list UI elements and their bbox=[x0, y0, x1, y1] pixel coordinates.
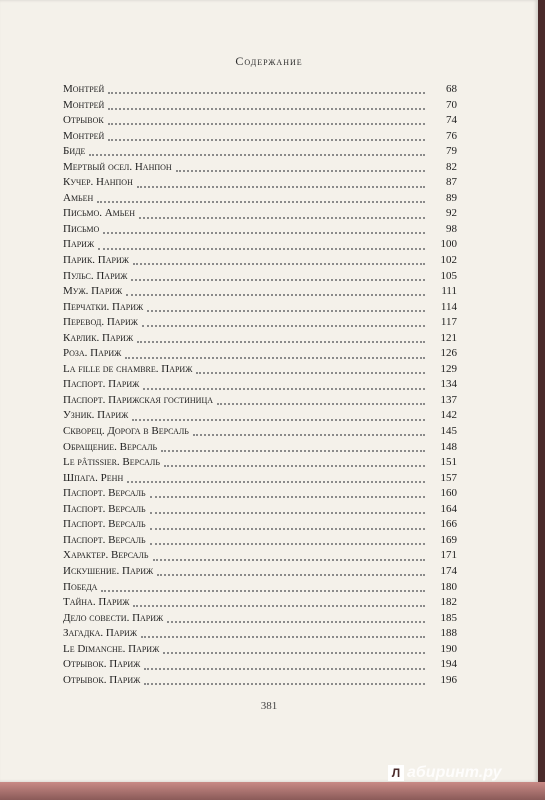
dot-leader bbox=[126, 293, 425, 296]
toc-entry-title: Паспорт. Париж bbox=[63, 378, 140, 391]
toc-entry bbox=[63, 533, 457, 549]
toc-entry bbox=[63, 331, 457, 347]
toc-entry-page: 151 bbox=[440, 456, 457, 469]
dot-leader bbox=[133, 604, 425, 607]
toc-entry-page: 92 bbox=[446, 207, 457, 220]
dot-leader bbox=[157, 573, 425, 576]
toc-entry bbox=[63, 222, 457, 238]
dot-leader bbox=[103, 231, 425, 234]
toc-entry-page: 166 bbox=[440, 518, 457, 531]
toc-entry bbox=[63, 175, 457, 191]
toc-entry-title: Паспорт. Версаль bbox=[63, 487, 146, 500]
watermark-logo bbox=[388, 764, 502, 782]
page-number: 381 bbox=[260, 700, 278, 712]
toc-entry-title: Отрывок. Париж bbox=[63, 658, 141, 671]
toc-entry-page: 190 bbox=[440, 642, 457, 655]
dot-leader bbox=[143, 387, 425, 390]
toc-entry-title: Карлик. Париж bbox=[63, 331, 134, 344]
toc-entry-page: 117 bbox=[440, 316, 457, 329]
toc-entry-page: 188 bbox=[440, 627, 457, 640]
toc-entry-page: 157 bbox=[440, 471, 457, 484]
toc-entry bbox=[63, 626, 457, 642]
toc-entry-page: 182 bbox=[440, 596, 457, 609]
toc-entry-title: Амьен bbox=[63, 191, 94, 204]
toc-entry-page: 121 bbox=[440, 331, 457, 344]
dot-leader bbox=[150, 527, 425, 530]
toc-entry-page: 134 bbox=[440, 378, 457, 391]
toc-entry bbox=[63, 564, 457, 580]
toc-entry bbox=[63, 160, 457, 176]
toc-entry-title: Обращение. Версаль bbox=[63, 440, 158, 453]
toc-entry-page: 129 bbox=[440, 362, 457, 375]
toc-entry-page: 174 bbox=[440, 564, 457, 577]
dot-leader bbox=[108, 107, 425, 110]
dot-leader bbox=[108, 138, 425, 141]
toc-entry-title: La fille de chambre. Париж bbox=[63, 362, 193, 375]
toc-entry-title: Пульс. Париж bbox=[63, 269, 128, 282]
dot-leader bbox=[141, 635, 425, 638]
toc-entry-page: 70 bbox=[446, 98, 457, 111]
dot-leader bbox=[89, 153, 425, 156]
dot-leader bbox=[131, 278, 425, 281]
toc-entry bbox=[63, 580, 457, 596]
toc-entry bbox=[63, 611, 457, 627]
toc-entry bbox=[63, 642, 457, 658]
toc-entry-page: 164 bbox=[440, 502, 457, 515]
toc-entry-title: Узник. Париж bbox=[63, 409, 129, 422]
toc-entry-title: Паспорт. Версаль bbox=[63, 518, 146, 531]
toc-entry bbox=[63, 673, 457, 689]
toc-entry-title: Париж bbox=[63, 238, 95, 251]
toc-entry-title: Монтрей bbox=[63, 129, 105, 142]
toc-entry-title: Мертвый осел. Нанпон bbox=[63, 160, 172, 173]
toc-entry-page: 142 bbox=[440, 409, 457, 422]
dot-leader bbox=[98, 247, 425, 250]
toc-entry bbox=[63, 284, 457, 300]
toc-entry-title: Роза. Париж bbox=[63, 347, 122, 360]
toc-entry-page: 98 bbox=[446, 222, 457, 235]
toc-entry-title: Письмо. Амьен bbox=[63, 207, 136, 220]
toc-entry-title: Муж. Париж bbox=[63, 285, 123, 298]
dot-leader bbox=[147, 309, 425, 312]
toc-entry bbox=[63, 269, 457, 285]
toc-entry-page: 169 bbox=[440, 533, 457, 546]
toc-entry-title: Монтрей bbox=[63, 98, 105, 111]
page-edge bbox=[0, 782, 545, 800]
dot-leader bbox=[137, 185, 425, 188]
toc-entry-page: 171 bbox=[440, 549, 457, 562]
toc-entry-title: Победа bbox=[63, 580, 98, 593]
dot-leader bbox=[161, 449, 425, 452]
dot-leader bbox=[137, 340, 425, 343]
toc-entry bbox=[63, 393, 457, 409]
dot-leader bbox=[196, 371, 425, 374]
toc-entry-page: 89 bbox=[446, 191, 457, 204]
toc-entry-title: Биде bbox=[63, 145, 86, 158]
toc-entry-page: 100 bbox=[440, 238, 457, 251]
toc-entry bbox=[63, 191, 457, 207]
toc-entry-page: 194 bbox=[440, 658, 457, 671]
toc-entry-title: Le Dimanche. Париж bbox=[63, 642, 160, 655]
toc-entry bbox=[63, 98, 457, 114]
dot-leader bbox=[144, 667, 425, 670]
toc-entry-page: 82 bbox=[446, 160, 457, 173]
toc-entry bbox=[63, 129, 457, 145]
dot-leader bbox=[132, 418, 425, 421]
toc-entry bbox=[63, 502, 457, 518]
toc-entry bbox=[63, 455, 457, 471]
toc-entry bbox=[63, 548, 457, 564]
toc-entry-page: 76 bbox=[446, 129, 457, 142]
toc-entry-title: Перевод. Париж bbox=[63, 316, 138, 329]
toc-entry-page: 102 bbox=[440, 254, 457, 267]
dot-leader bbox=[144, 682, 425, 685]
toc-entry-title: Письмо bbox=[63, 222, 100, 235]
toc-entry-title: Паспорт. Парижская гостиница bbox=[63, 393, 214, 406]
toc-entry bbox=[63, 237, 457, 253]
toc-entry-page: 145 bbox=[440, 425, 457, 438]
dot-leader bbox=[150, 511, 425, 514]
toc-entry-title: Перчатки. Париж bbox=[63, 300, 144, 313]
toc-entry bbox=[63, 82, 457, 98]
toc-entry-page: 185 bbox=[440, 611, 457, 624]
dot-leader bbox=[163, 651, 425, 654]
toc-entry-title: Дело совести. Париж bbox=[63, 611, 164, 624]
toc-entry bbox=[63, 315, 457, 331]
toc-entry-page: 180 bbox=[440, 580, 457, 593]
toc-entry-title: Монтрей bbox=[63, 83, 105, 95]
dot-leader bbox=[142, 324, 425, 327]
dot-leader bbox=[125, 356, 425, 359]
toc-entry-title: Отрывок. Париж bbox=[63, 673, 141, 686]
toc-entry bbox=[63, 595, 457, 611]
toc-entry-page: 74 bbox=[446, 114, 457, 127]
dot-leader bbox=[97, 200, 425, 203]
dot-leader bbox=[108, 91, 425, 94]
toc-entry-title: Шпага. Ренн bbox=[63, 471, 124, 484]
toc-entry bbox=[63, 657, 457, 673]
toc-entry bbox=[63, 377, 457, 393]
toc-entry-page: 196 bbox=[440, 673, 457, 686]
toc-entry bbox=[63, 144, 457, 160]
dot-leader bbox=[127, 480, 425, 483]
watermark-badge: Л bbox=[388, 765, 404, 781]
dot-leader bbox=[153, 558, 426, 561]
running-header: Содержание bbox=[235, 54, 303, 68]
dot-leader bbox=[176, 169, 425, 172]
toc-entry-title: Отрывок bbox=[63, 114, 104, 127]
dot-leader bbox=[108, 122, 425, 125]
dot-leader bbox=[164, 464, 425, 467]
toc-entry-title: Загадка. Париж bbox=[63, 627, 138, 640]
toc-entry-title: Характер. Версаль bbox=[63, 549, 149, 562]
dot-leader bbox=[150, 542, 425, 545]
dot-leader bbox=[150, 495, 425, 498]
dot-leader bbox=[101, 589, 425, 592]
toc-entry-title: Кучер. Нанпон bbox=[63, 176, 133, 189]
toc-entry-page: 160 bbox=[440, 487, 457, 500]
toc-entry bbox=[63, 408, 457, 424]
dot-leader bbox=[217, 402, 425, 405]
toc-entry-title: Тайна. Париж bbox=[63, 596, 130, 609]
toc-entry-title: Скворец. Дорога в Версаль bbox=[63, 425, 189, 438]
watermark-text: абиринт.ру bbox=[407, 764, 502, 781]
toc-entry bbox=[63, 113, 457, 129]
toc-entry-title: Паспорт. Версаль bbox=[63, 533, 146, 546]
toc-entry-page: 105 bbox=[440, 269, 457, 282]
toc-entry bbox=[63, 440, 457, 456]
toc-entry-page: 87 bbox=[446, 176, 457, 189]
toc-entry bbox=[63, 253, 457, 269]
toc-entry-page: 148 bbox=[440, 440, 457, 453]
dot-leader bbox=[167, 620, 425, 623]
toc-entry-page: 137 bbox=[440, 393, 457, 406]
toc-entry bbox=[63, 206, 457, 222]
toc-entry-page: 111 bbox=[441, 285, 457, 298]
toc-entry-title: Паспорт. Версаль bbox=[63, 502, 146, 515]
dot-leader bbox=[139, 216, 425, 219]
toc-entry bbox=[63, 300, 457, 316]
table-of-contents bbox=[63, 82, 457, 688]
toc-entry bbox=[63, 486, 457, 502]
toc-entry-title: Искушение. Париж bbox=[63, 564, 154, 577]
toc-entry-title: Парик. Париж bbox=[63, 254, 129, 267]
toc-entry-page: 126 bbox=[440, 347, 457, 360]
toc-entry bbox=[63, 471, 457, 487]
toc-entry bbox=[63, 346, 457, 362]
dot-leader bbox=[193, 433, 425, 436]
toc-entry-title: Le pâtissier. Версаль bbox=[63, 456, 160, 469]
toc-entry-page: 79 bbox=[446, 145, 457, 158]
toc-entry bbox=[63, 362, 457, 378]
toc-entry-page: 68 bbox=[446, 83, 457, 95]
toc-entry-page: 114 bbox=[440, 300, 457, 313]
dot-leader bbox=[133, 262, 425, 265]
toc-entry bbox=[63, 424, 457, 440]
toc-entry bbox=[63, 517, 457, 533]
